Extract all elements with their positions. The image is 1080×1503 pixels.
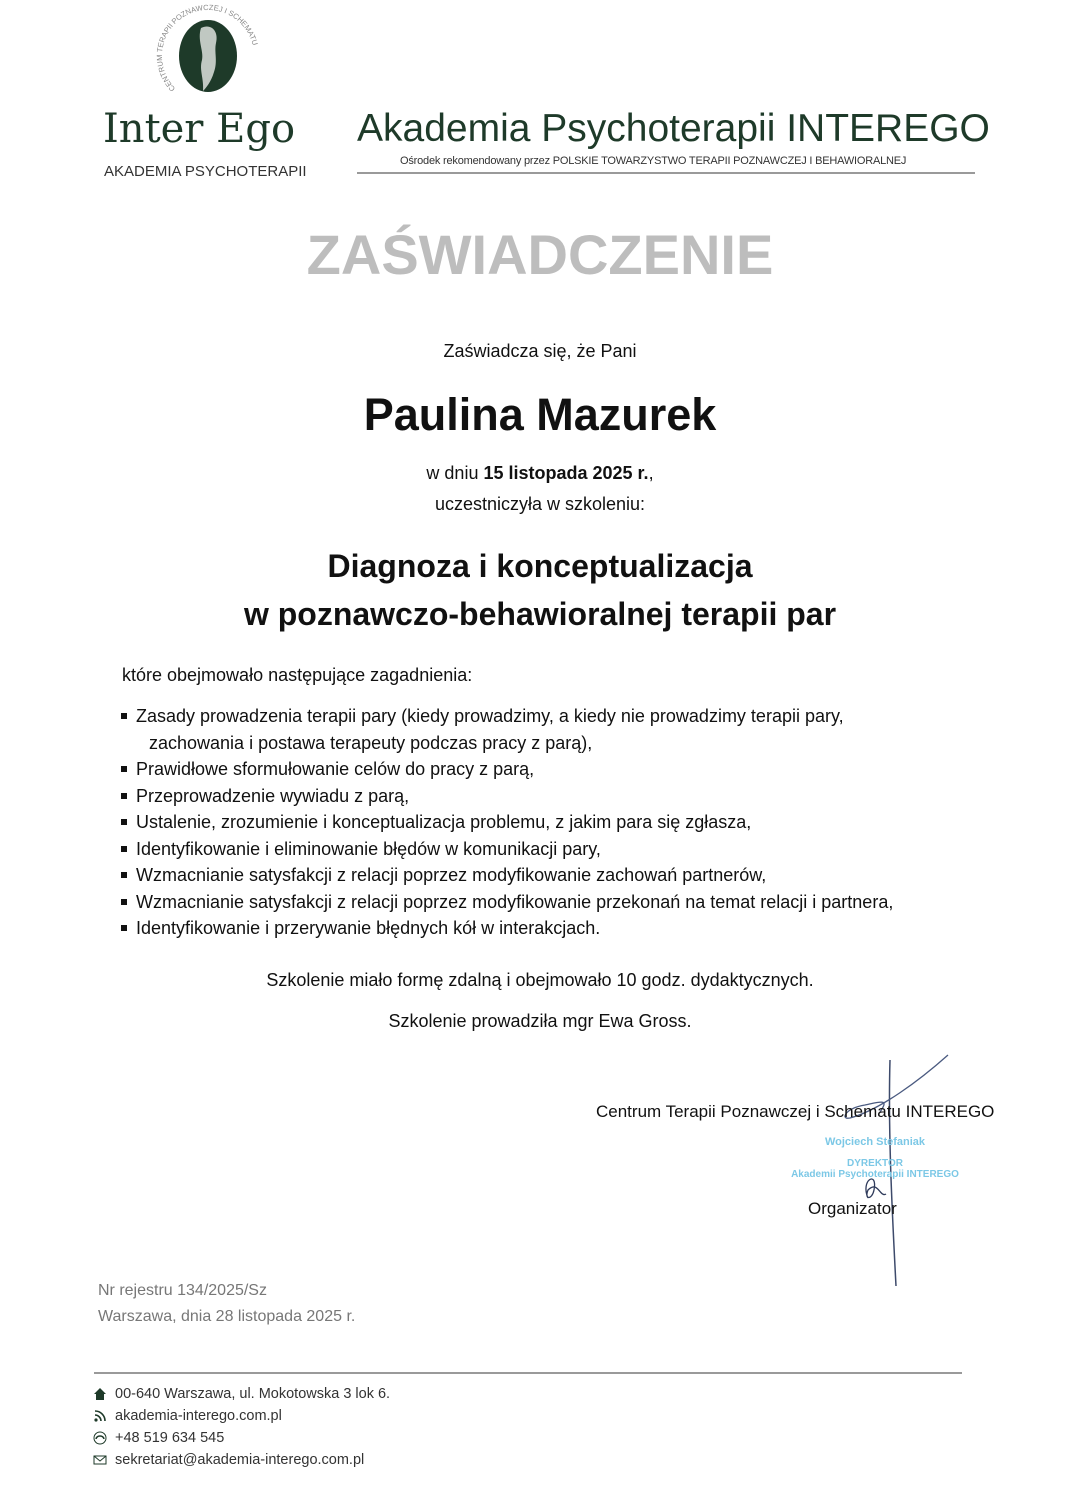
stamp-name: Wojciech Stefaniak — [824, 1136, 926, 1148]
organizer-label: Organizator — [808, 1199, 897, 1218]
topic-item: Prawidłowe sformułowanie celów do pracy z parą, — [136, 756, 893, 783]
date-line — [0, 463, 1080, 484]
registry-number: Nr rejestru 134/2025/Sz — [98, 1282, 267, 1299]
logo-subtitle: AKADEMIA PSYCHOTERAPII — [104, 163, 307, 180]
form-note: Szkolenie miało formę zdalną i obejmowało 10 godz. dydaktycznych. — [266, 970, 814, 990]
envelope-icon — [93, 1453, 107, 1467]
course-title-line1: Diagnoza i konceptualizacja — [327, 548, 753, 584]
home-icon — [93, 1387, 107, 1401]
footer-contacts — [93, 1383, 390, 1471]
recipient-name: Paulina Mazurek — [363, 389, 717, 440]
topic-item: Wzmacnianie satysfakcji z relacji poprzez modyfikowanie zachowań partnerów, — [136, 862, 893, 889]
stamp — [770, 1136, 980, 1180]
place-date: Warszawa, dnia 28 listopada 2025 r. — [98, 1308, 356, 1325]
topic-item: Wzmacnianie satysfakcji z relacji poprzez modyfikowanie przekonań na temat relacji i partnera, — [136, 889, 893, 916]
topic-item: Identyfikowanie i eliminowanie błędów w komunikacji pary, — [136, 836, 893, 863]
footer-phone[interactable]: +48 519 634 545 — [93, 1427, 390, 1449]
header-divider — [357, 172, 975, 174]
footer-divider — [94, 1372, 962, 1374]
footer-website[interactable]: akademia-interego.com.pl — [93, 1405, 390, 1427]
stamp-org: Akademii Psychoterapii INTEREGO — [791, 1169, 959, 1180]
footer-address: 00-640 Warszawa, ul. Mokotowska 3 lok 6. — [93, 1383, 390, 1405]
date-prefix: w dniu — [426, 463, 484, 483]
topic-item: Przeprowadzenie wywiadu z parą, — [136, 783, 893, 810]
rss-icon — [93, 1409, 107, 1423]
topics-list — [136, 703, 893, 942]
stamp-role: DYREKTOR — [847, 1158, 903, 1169]
training-date: 15 listopada 2025 r. — [483, 463, 649, 483]
participated-text: uczestniczyła w szkoleniu: — [434, 494, 646, 514]
logo-emblem-icon — [150, 2, 266, 106]
trainer-note: Szkolenie prowadziła mgr Ewa Gross. — [388, 1011, 692, 1031]
footer-email[interactable]: sekretariat@akademia-interego.com.pl — [93, 1449, 390, 1471]
organization-name: Centrum Terapii Poznawczej i Schematu INTEREGO — [596, 1102, 995, 1121]
topics-intro: które obejmowało następujące zagadnienia: — [122, 665, 473, 685]
logo-name: Inter Ego — [103, 106, 296, 152]
certificate-title: ZAŚWIADCZENIE — [306, 223, 774, 286]
course-title-line2: w poznawczo-behawioralnej terapii par — [243, 596, 837, 632]
academy-title: Akademia Psychoterapii INTEREGO — [357, 107, 990, 150]
topic-item: Zasady prowadzenia terapii pary (kiedy prowadzimy, a kiedy nie prowadzimy terapii pary, zachowania i postawa terapeuty podczas pracy z parą), — [136, 703, 893, 756]
svg-text:CENTRUM TERAPII POZNAWCZEJ I S: CENTRUM TERAPII POZNAWCZEJ I SCHEMATU — [154, 2, 260, 94]
date-suffix: , — [648, 463, 654, 483]
topic-item: Identyfikowanie i przerywanie błędnych kół w interakcjach. — [136, 915, 893, 942]
intro-text: Zaświadcza się, że Pani — [443, 341, 637, 361]
phone-icon — [93, 1431, 107, 1445]
academy-subtitle: Ośrodek rekomendowany przez POLSKIE TOWARZYSTWO TERAPII POZNAWCZEJ I BEHAWIORALNEJ — [400, 155, 907, 167]
logo — [150, 2, 266, 106]
topic-item: Ustalenie, zrozumienie i konceptualizacja problemu, z jakim para się zgłasza, — [136, 809, 893, 836]
